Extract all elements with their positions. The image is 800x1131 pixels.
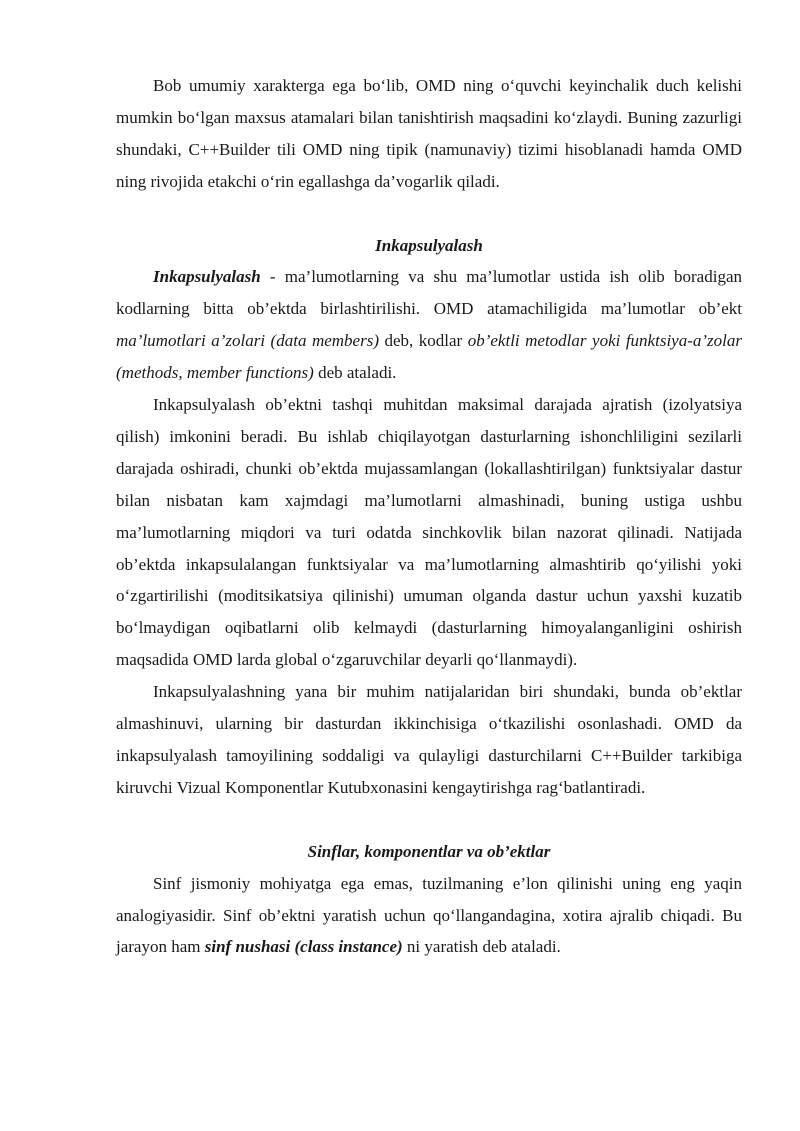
term-encapsulation: Inkapsulyalash (153, 267, 261, 287)
classes-paragraph (116, 868, 742, 964)
intro-paragraph: Bob umumiy xarakterga ega bo‘lib, OMD ning o‘quvchi keyinchalik duch kelishi mumkin bo‘lgan maxsus atamalari bilan tanishtirish maqsadini ko‘zlaydi. Buning zazurligi shundaki, C++Builder tili OMD ning tipik (namunaviy) tizimi hisoblanadi hamda OMD ning rivojida etakchi o‘rin egallashga da’vogarlik qiladi. (116, 76, 742, 191)
definition-text: deb, kodlar (378, 331, 468, 351)
section-heading-classes: Sinflar, komponentlar va ob’ektlar (307, 841, 551, 861)
classes-text: Sinf jismoniy mohiyatga ega emas, tuzilmaning e’lon qilinishi uning eng yaqin analogiyasidir. Sinf ob’ektni yaratish uchun qo‘llangandagina, xotira ajralib chiqadi. Bu jarayon ham (116, 873, 742, 957)
definition-text: - ma’lumotlarning va shu ma’lumotlar ustida ish olib boradigan kodlarning bitta ob’ektda birlashtirilishi. OMD atamachiligida ma’lumotlar ob’ekt (116, 267, 742, 319)
document-page (116, 70, 742, 963)
encapsulation-isolation-paragraph: Inkapsulyalash ob’ektni tashqi muhitdan maksimal darajada ajratish (izolyatsiya qilish) imkonini beradi. Bu ishlab chiqilayotgan dasturlarning ishonchliligini sezilarli darajada oshiradi, chunki ob’ektda mujassamlangan (lokallashtirilgan) funktsiyalar dastur bilan nisbatan kam xajmdagi ma’lumotlarni almashinadi, buning ustiga ushbu ma’lumotlarning miqdori va turi odatda sinchkovlik bilan nazorat qilinadi. Natijada ob’ektda inkapsulalangan funktsiyalar va ma’lumotlarning almashtirib qo‘yilishi yoki o‘zgartirilishi (moditsikatsiya qilinishi) umuman olganda dastur uchun yaxshi kuzatib bo‘lmaydigan oqibatlarni olib kelmaydi (dasturlarning himoyalanganligini oshirish maqsadida OMD larda global o‘zgaruvchilar deyarli qo‘llanmaydi). (116, 395, 742, 670)
encapsulation-definition-paragraph (116, 261, 742, 389)
classes-text: ni yaratish deb ataladi. (402, 937, 561, 957)
term-class-instance: sinf nushasi (class instance) (204, 937, 403, 957)
section-heading-encapsulation: Inkapsulyalash (375, 235, 483, 255)
term-member-functions: ob’ektli metodlar yoki funktsiya-a’zolar (methods, member functions) (116, 331, 742, 383)
term-data-members: ma’lumotlari a’zolari (data members) (116, 331, 379, 351)
spacer (116, 198, 742, 230)
definition-text: deb ataladi. (313, 363, 397, 383)
encapsulation-result-paragraph: Inkapsulyalashning yana bir muhim natijalaridan biri shundaki, bunda ob’ektlar almashinuvi, ularning bir dasturdan ikkinchisiga o‘tkazilishi osonlashadi. OMD da inkapsulyalash tamoyilining soddaligi va qulayligi dasturchilarni C++Builder tarkibiga kiruvchi Vizual Komponentlar Kutubxonasini kengaytirishga rag‘batlantiradi. (116, 682, 742, 797)
spacer (116, 804, 742, 836)
